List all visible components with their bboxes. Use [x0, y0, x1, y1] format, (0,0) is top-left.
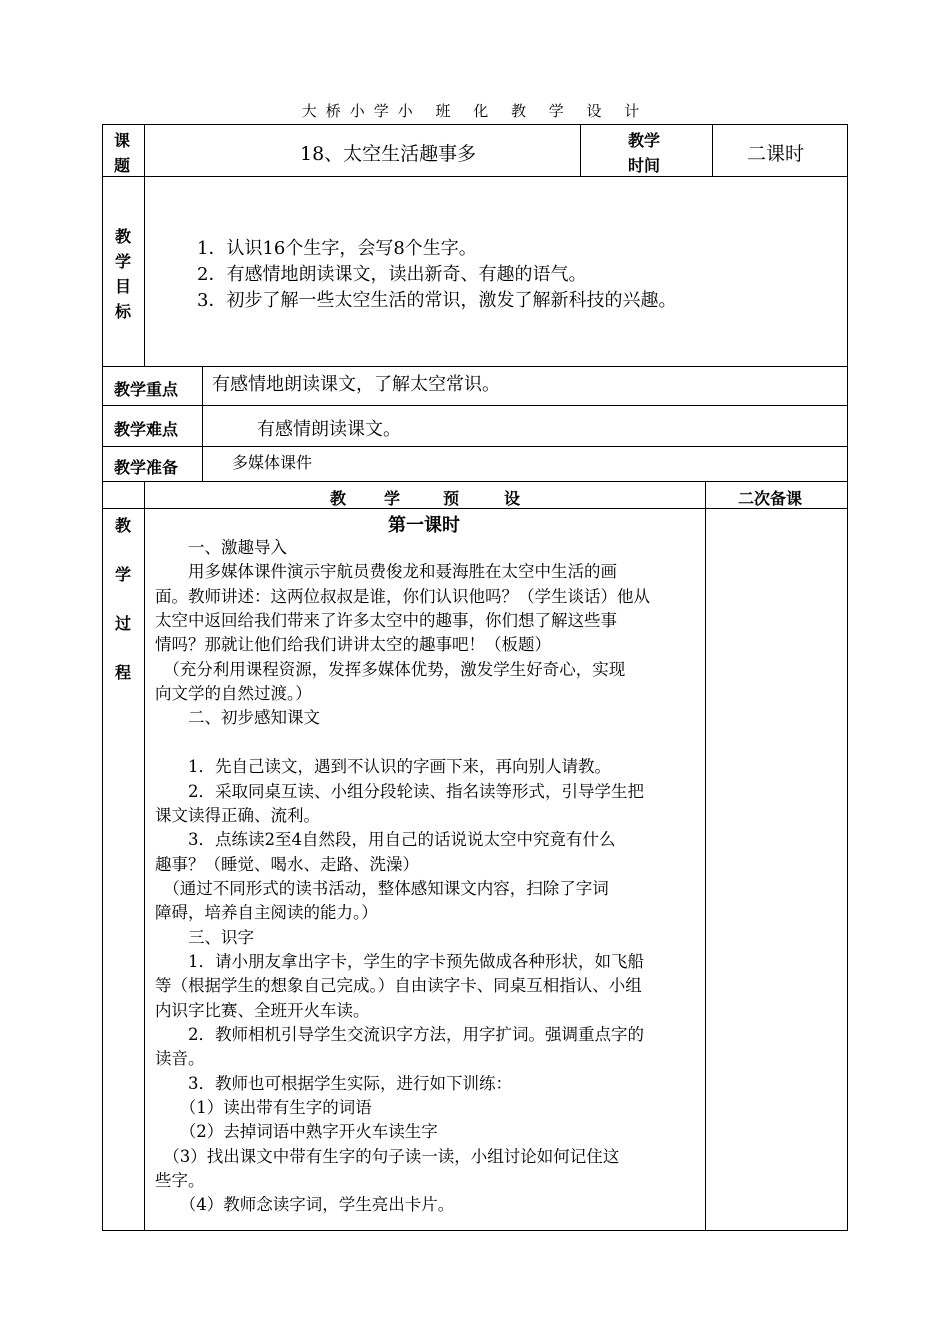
process-line: （1）读出带有生字的词语 — [155, 1098, 372, 1118]
process-line: 读音。 — [155, 1049, 205, 1069]
process-line: 向文学的自然过渡。） — [155, 684, 312, 704]
process-line: 障碍，培养自主阅读的能力。） — [155, 903, 378, 923]
plan-header-char: 设 — [504, 489, 521, 508]
difficulties-value: 有感情朗读课文。 — [257, 419, 401, 440]
process-line: 2．采取同桌互读、小组分段轮读、指名读等形式，引导学生把 — [155, 781, 644, 801]
process-line: （4）教师念读字词，学生亮出卡片。 — [155, 1195, 455, 1215]
page-header: 大桥小学小 班 化 教 学 设 计 — [301, 102, 649, 120]
divider — [102, 508, 848, 509]
plan-header-char: 预 — [443, 489, 460, 508]
divider — [102, 446, 848, 447]
process-line: 些字。 — [155, 1171, 205, 1191]
plan-header-char: 教 — [330, 489, 347, 508]
topic-label: 题 — [114, 156, 131, 175]
process-line: 三、识字 — [155, 927, 254, 947]
objective-item: 2．有感情地朗读课文，读出新奇、有趣的语气。 — [197, 264, 587, 285]
process-line: 情吗？那就让他们给我们讲讲太空的趣事吧！（板题） — [155, 635, 551, 655]
topic-value: 18、太空生活趣事多 — [300, 143, 477, 165]
process-line: 1．先自己读文，遇到不认识的字画下来，再向别人请教。 — [155, 757, 611, 777]
divider — [144, 481, 145, 1231]
objectives-label: 标 — [115, 302, 132, 321]
objectives-label: 学 — [115, 252, 132, 271]
process-line: （通过不同形式的读书活动，整体感知课文内容，扫除了字词 — [155, 878, 609, 898]
process-line: 3．教师也可根据学生实际，进行如下训练： — [155, 1073, 512, 1093]
time-label: 教学 — [628, 131, 661, 150]
divider — [705, 481, 706, 1231]
process-line: 面。教师讲述：这两位叔叔是谁，你们认识他吗？（学生谈话）他从 — [155, 586, 650, 606]
divider — [102, 481, 848, 482]
objective-item: 1．认识16个生字，会写8个生字。 — [197, 238, 477, 259]
process-line: 用多媒体课件演示宇航员费俊龙和聂海胜在太空中生活的画 — [155, 562, 617, 582]
difficulties-label: 教学难点 — [114, 420, 179, 439]
process-line: 二、初步感知课文 — [155, 708, 320, 728]
process-line: 一、激趣导入 — [155, 538, 287, 557]
plan-header-char: 学 — [384, 489, 401, 508]
process-line: 3．点练读2至4自然段，用自己的话说说太空中究竟有什么 — [155, 830, 616, 850]
process-line: （充分利用课程资源，发挥多媒体优势，激发学生好奇心，实现 — [155, 659, 626, 679]
process-line: 2．教师相机引导学生交流识字方法，用字扩词。强调重点字的 — [155, 1025, 644, 1044]
process-line: 课文读得正确、流利。 — [155, 805, 320, 825]
divider — [202, 366, 203, 482]
divider — [102, 405, 848, 406]
process-label: 教 — [115, 516, 132, 535]
objective-item: 3．初步了解一些太空生活的常识，激发了解新科技的兴趣。 — [197, 290, 677, 311]
divider — [144, 124, 145, 367]
divider — [102, 366, 848, 367]
time-label: 时间 — [628, 156, 661, 175]
process-line: 内识字比赛、全班开火车读。 — [155, 1000, 370, 1020]
divider — [580, 124, 581, 177]
process-line: 趣事？（睡觉、喝水、走路、洗澡） — [155, 854, 419, 874]
preparation-label: 教学准备 — [114, 458, 179, 477]
process-label: 过 — [115, 614, 132, 633]
second-prep-header: 二次备课 — [738, 489, 803, 508]
divider — [102, 176, 848, 177]
objectives-label: 教 — [115, 227, 132, 246]
key-points-label: 教学重点 — [114, 380, 179, 399]
process-line: 等（根据学生的想象自己完成。）自由读字卡、同桌互相指认、小组 — [155, 976, 642, 996]
process-line: （3）找出课文中带有生字的句子读一读，小组讨论如何记住这 — [155, 1146, 620, 1166]
key-points-value: 有感情地朗读课文，了解太空常识。 — [212, 374, 500, 395]
time-value: 二课时 — [747, 143, 805, 165]
process-line: 太空中返回给我们带来了许多太空中的趣事，你们想了解这些事 — [155, 611, 617, 631]
divider — [712, 124, 713, 177]
topic-label: 课 — [114, 131, 131, 150]
process-line: 1．请小朋友拿出字卡，学生的字卡预先做成各种形状，如飞船 — [155, 951, 644, 971]
process-label: 学 — [115, 565, 132, 584]
process-line: （2）去掉词语中熟字开火车读生字 — [155, 1122, 438, 1142]
preparation-value: 多媒体课件 — [232, 453, 313, 472]
lesson-title: 第一课时 — [388, 515, 460, 536]
process-label: 程 — [115, 663, 132, 682]
objectives-label: 目 — [115, 277, 132, 296]
